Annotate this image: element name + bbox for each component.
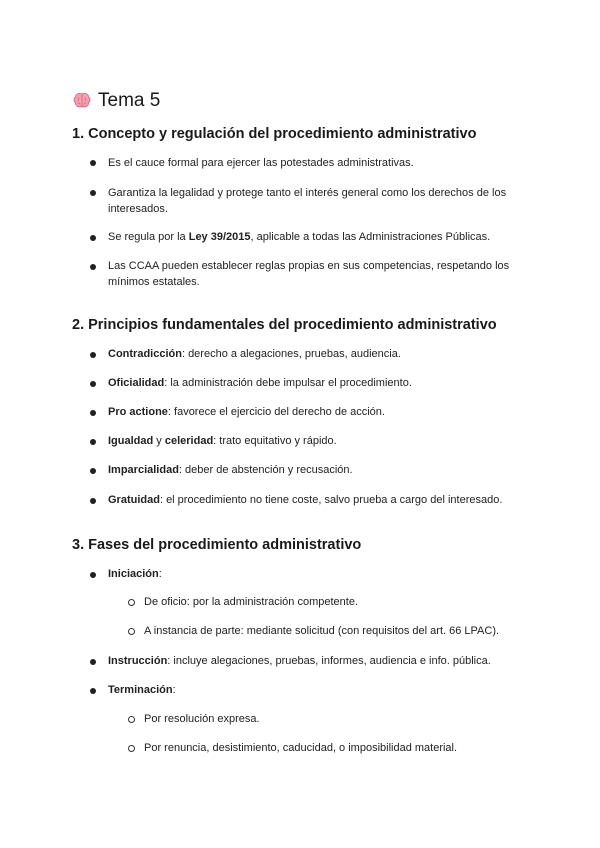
sub-list-item: A instancia de parte: mediante solicitud (con requisitos del art. 66 LPAC). (144, 625, 500, 637)
bullet (90, 439, 96, 445)
bullet (90, 264, 96, 270)
bullet (90, 572, 96, 578)
section-2-heading: 2. Principios fundamentales del procedimiento administrativo (72, 317, 497, 333)
bullet (90, 190, 96, 196)
list-item: Igualdad y celeridad: trato equitativo y rápido. (108, 435, 337, 447)
sub-bullet (128, 599, 135, 606)
sub-bullet (128, 628, 135, 635)
sub-list-item: Por resolución expresa. (144, 713, 260, 725)
sub-list-item: De oficio: por la administración competente. (144, 596, 358, 608)
list-item: Pro actione: favorece el ejercicio del derecho de acción. (108, 406, 385, 418)
list-item: Instrucción: incluye alegaciones, pruebas, informes, audiencia e info. pública. (108, 655, 491, 667)
brain-icon (72, 91, 92, 111)
list-item: Gratuidad: el procedimiento no tiene coste, salvo prueba a cargo del interesado. (108, 494, 503, 506)
list-item: Garantiza la legalidad y protege tanto el interés general como los derechos de los interesados. (108, 187, 507, 215)
bullet (90, 468, 96, 474)
list-item: Contradicción: derecho a alegaciones, pruebas, audiencia. (108, 348, 401, 360)
list-item: Terminación: (108, 684, 176, 696)
page-title-text: Tema 5 (98, 90, 161, 111)
list-item: Se regula por la Ley 39/2015, aplicable a todas las Administraciones Públicas. (108, 231, 491, 243)
bullet (90, 410, 96, 416)
bullet (90, 352, 96, 358)
bullet (90, 160, 96, 166)
bullet (90, 688, 96, 694)
bullet (90, 235, 96, 241)
list-item: Oficialidad: la administración debe impulsar el procedimiento. (108, 377, 412, 389)
page-title (72, 90, 160, 112)
section-1-heading: 1. Concepto y regulación del procedimiento administrativo (72, 126, 477, 142)
list-item: Es el cauce formal para ejercer las potestades administrativas. (108, 157, 414, 169)
section-3-heading: 3. Fases del procedimiento administrativo (72, 537, 362, 553)
list-item: Iniciación: (108, 568, 162, 580)
bullet (90, 498, 96, 504)
list-item: Las CCAA pueden establecer reglas propias en sus competencias, respetando los mínimos estatales. (108, 260, 510, 288)
sub-bullet (128, 745, 135, 752)
sub-list-item: Por renuncia, desistimiento, caducidad, o imposibilidad material. (144, 742, 458, 754)
bullet (90, 659, 96, 665)
sub-bullet (128, 716, 135, 723)
list-item: Imparcialidad: deber de abstención y recusación. (108, 464, 353, 476)
bullet (90, 381, 96, 387)
